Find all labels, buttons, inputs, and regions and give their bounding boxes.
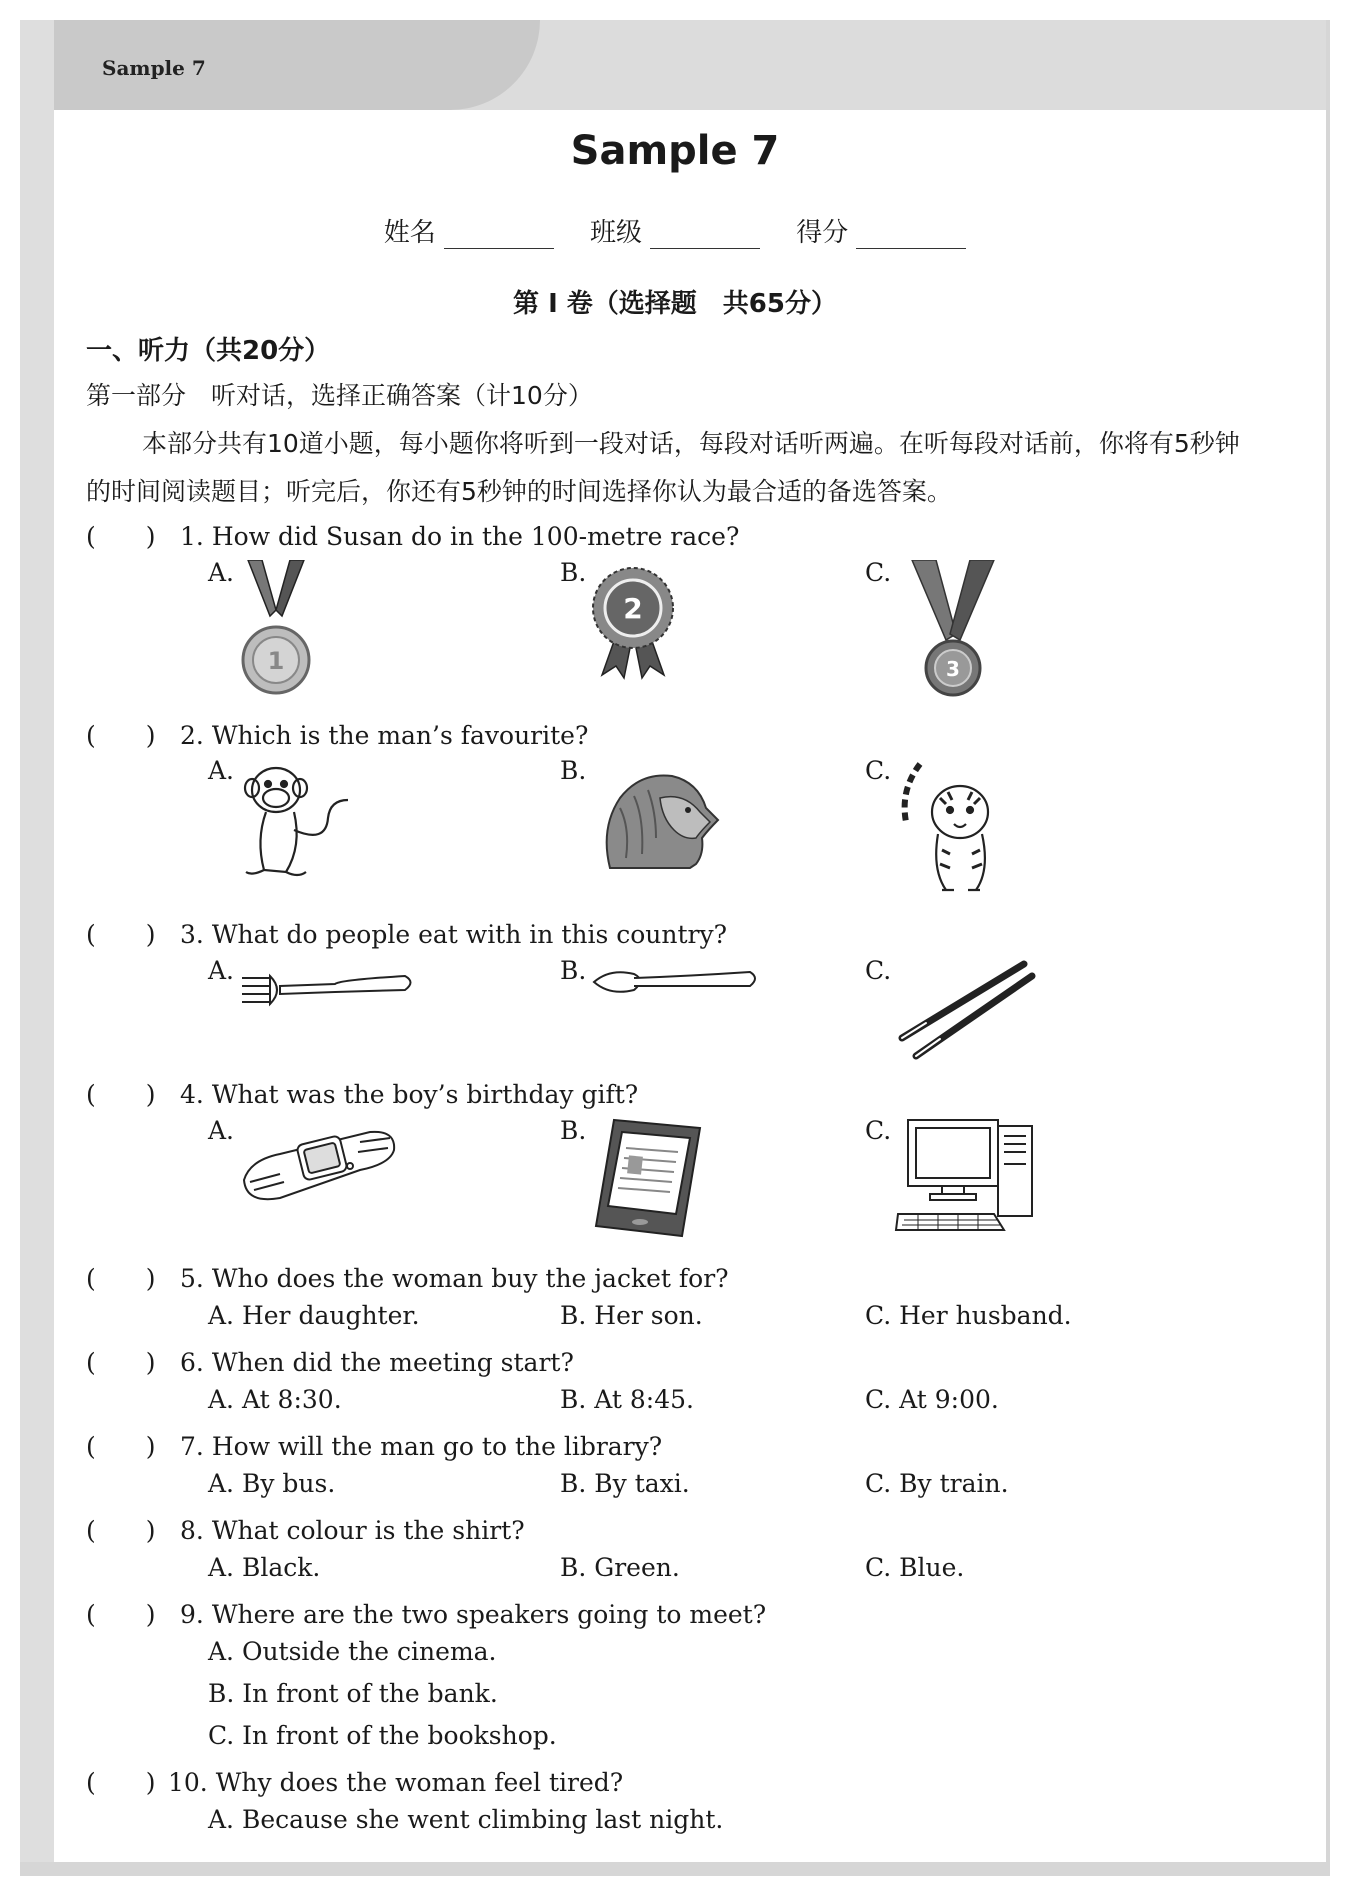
answer-paren[interactable]: ( )	[86, 721, 156, 750]
option-b: B. In front of the bank.	[208, 1679, 498, 1708]
question-number: 8.	[180, 1516, 204, 1545]
option-b: B. At 8:45.	[560, 1385, 694, 1414]
question-text: Which is the man’s favourite?	[211, 721, 589, 750]
option-a: A. By bus.	[208, 1469, 336, 1498]
question-text: When did the meeting start?	[211, 1348, 574, 1377]
answer-paren[interactable]: ( )	[86, 1768, 156, 1797]
question-text: What was the boy’s birthday gift?	[211, 1080, 639, 1109]
answer-paren[interactable]: ( )	[86, 1264, 156, 1293]
score-label: 得分	[796, 218, 849, 248]
question-text: Why does the woman feel tired?	[215, 1768, 624, 1797]
question-5	[86, 1259, 729, 1295]
question-text: How did Susan do in the 100-metre race?	[211, 522, 740, 551]
question-8	[86, 1511, 525, 1547]
question-9	[86, 1595, 766, 1631]
option-label: A.	[208, 1116, 235, 1145]
rosette-icon	[588, 560, 678, 680]
section-intro: 本部分共有10道小题，每小题你将听到一段对话，每段对话听两遍。在听每段对话前，你将有5秒钟的时间阅读题目；听完后，你还有5秒钟的时间选择你认为最合适的备选答案。	[86, 429, 1240, 506]
question-text: What do people eat with in this country?	[211, 920, 728, 949]
question-4	[86, 1075, 638, 1111]
answer-paren[interactable]: ( )	[86, 1080, 156, 1109]
option-b: B. By taxi.	[560, 1469, 690, 1498]
e-reader-icon	[592, 1118, 704, 1240]
section-title: 一、听力（共20分）	[86, 336, 331, 366]
header-label: Sample 7	[102, 56, 206, 80]
option-c: C. In front of the bookshop.	[208, 1721, 557, 1750]
question-6	[86, 1343, 574, 1379]
question-10	[86, 1763, 623, 1799]
option-label: C.	[865, 756, 892, 785]
option-label: A.	[208, 756, 235, 785]
question-7	[86, 1427, 662, 1463]
option-label: B.	[560, 1116, 587, 1145]
answer-paren[interactable]: ( )	[86, 1600, 156, 1629]
class-field	[590, 212, 760, 249]
question-number: 10.	[168, 1768, 208, 1797]
question-text: How will the man go to the library?	[211, 1432, 663, 1461]
option-label: B.	[560, 558, 587, 587]
question-number: 2.	[180, 721, 204, 750]
option-label: B.	[560, 756, 587, 785]
chopsticks-icon	[896, 960, 1036, 1060]
computer-icon	[894, 1118, 1036, 1238]
answer-paren[interactable]: ( )	[86, 522, 156, 551]
option-label: C.	[865, 1116, 892, 1145]
option-label: C.	[865, 956, 892, 985]
option-c: C. By train.	[865, 1469, 1009, 1498]
question-3	[86, 915, 727, 951]
part-title: 第 Ⅰ 卷（选择题 共65分）	[513, 289, 837, 319]
question-2	[86, 716, 588, 752]
score-blank[interactable]	[856, 222, 966, 249]
rosette-number: 2	[623, 592, 643, 625]
score-field	[796, 212, 966, 249]
question-number: 4.	[180, 1080, 204, 1109]
question-text: What colour is the shirt?	[211, 1516, 525, 1545]
answer-paren[interactable]: ( )	[86, 920, 156, 949]
page-frame-top	[20, 20, 1330, 110]
option-a: A. Because she went climbing last night.	[208, 1805, 724, 1834]
option-a: A. Her daughter.	[208, 1301, 420, 1330]
option-c: C. At 9:00.	[865, 1385, 999, 1414]
student-info-row	[0, 212, 1350, 249]
name-blank[interactable]	[444, 222, 554, 249]
option-a: A. At 8:30.	[208, 1385, 342, 1414]
section-subtitle: 第一部分 听对话，选择正确答案（计10分）	[86, 381, 593, 410]
lion-icon	[600, 768, 720, 873]
bronze-medal-icon	[908, 560, 998, 700]
option-b: B. Green.	[560, 1553, 680, 1582]
question-number: 9.	[180, 1600, 204, 1629]
question-text: Where are the two speakers going to meet?	[211, 1600, 767, 1629]
spoon-icon	[590, 964, 760, 1002]
header-swoosh	[20, 20, 540, 110]
fork-icon	[240, 962, 415, 1012]
option-b: B. Her son.	[560, 1301, 703, 1330]
name-label: 姓名	[383, 218, 436, 248]
option-label: A.	[208, 956, 235, 985]
watch-icon	[240, 1122, 400, 1206]
question-number: 1.	[180, 522, 204, 551]
class-blank[interactable]	[650, 222, 760, 249]
option-label: B.	[560, 956, 587, 985]
gold-medal-icon	[236, 560, 316, 700]
page-frame-bottom	[20, 1862, 1330, 1876]
option-label: C.	[865, 558, 892, 587]
option-c: C. Her husband.	[865, 1301, 1072, 1330]
monkey-icon	[236, 760, 356, 885]
question-number: 6.	[180, 1348, 204, 1377]
question-text: Who does the woman buy the jacket for?	[211, 1264, 729, 1293]
question-number: 3.	[180, 920, 204, 949]
option-c: C. Blue.	[865, 1553, 965, 1582]
question-number: 5.	[180, 1264, 204, 1293]
page-title: Sample 7	[570, 128, 780, 174]
option-label: A.	[208, 558, 235, 587]
question-1	[86, 517, 739, 553]
question-number: 7.	[180, 1432, 204, 1461]
option-a: A. Outside the cinema.	[208, 1637, 497, 1666]
answer-paren[interactable]: ( )	[86, 1348, 156, 1377]
medal-number: 1	[267, 647, 285, 675]
medal-number: 3	[946, 657, 960, 681]
answer-paren[interactable]: ( )	[86, 1432, 156, 1461]
option-a: A. Black.	[208, 1553, 321, 1582]
tiger-icon	[896, 760, 1016, 900]
name-field	[384, 212, 554, 249]
class-label: 班级	[589, 218, 642, 248]
answer-paren[interactable]: ( )	[86, 1516, 156, 1545]
